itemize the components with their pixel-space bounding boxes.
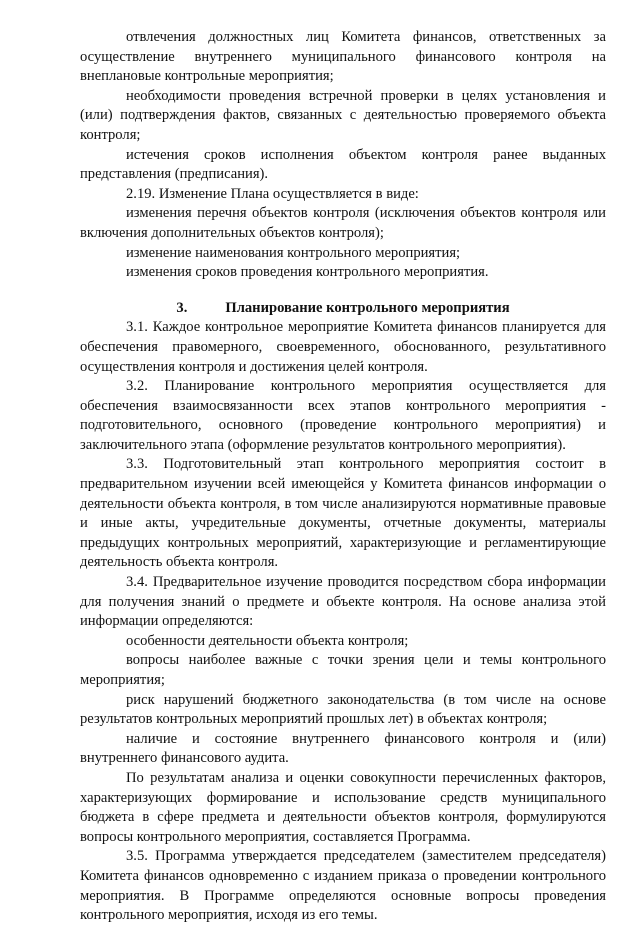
paragraph: истечения сроков исполнения объектом контроля ранее выданных представления (предписания). xyxy=(80,146,606,183)
paragraph: изменение наименования контрольного мероприятия; xyxy=(126,244,461,261)
paragraph: наличие и состояние внутреннего финансового контроля и (или) внутреннего финансового аудита. xyxy=(80,730,606,767)
paragraph: риск нарушений бюджетного законодательства (в том числе на основе результатов контрольных мероприятий прошлых лет) в объектах контроля; xyxy=(80,691,606,728)
section-title: Планирование контрольного мероприятия xyxy=(225,299,510,316)
paragraph: особенности деятельности объекта контроля; xyxy=(126,632,409,649)
paragraph: 2.19. Изменение Плана осуществляется в виде: xyxy=(126,185,419,202)
paragraph: 3.3. Подготовительный этап контрольного мероприятия состоит в предварительном изучении всей имеющейся у Комитета финансов информации о деятельности объекта контроля, в том числе анализируются нормативные правовые и иные акты, учредительные документы, отчетные документы, материалы предыдущих контрольных мероприятий, характеризующие и регламентирующие деятельность объекта контроля. xyxy=(80,456,606,571)
section-number: 3. xyxy=(176,299,188,316)
paragraph: изменения перечня объектов контроля (исключения объектов контроля или включения дополнительных объектов контроля); xyxy=(80,205,606,241)
paragraph: 3.5. Программа утверждается председателем (заместителем председателя) Комитета финансов одновременно с изданием приказа о проведении контрольного мероприятия. В Программе определяются основные вопросы проведения контрольного мероприятия, исходя из его темы. xyxy=(80,848,606,924)
paragraph: необходимости проведения встречной проверки в целях установления и (или) подтверждения фактов, связанных с деятельностью проверяемого объекта контроля; xyxy=(80,87,606,143)
paragraph: По результатам анализа и оценки совокупности перечисленных факторов, характеризующих формирование и использование средств муниципального бюджета в сфере предмета и деятельности объектов контроля, формулируются вопросы контрольного мероприятия, составляется Программа. xyxy=(80,769,606,845)
paragraph: 3.4. Предварительное изучение проводится посредством сбора информации для получения знаний о предмете и объекте контроля. На основе анализа этой информации определяются: xyxy=(80,574,606,630)
paragraph: изменения сроков проведения контрольного мероприятия. xyxy=(126,264,489,281)
paragraph: вопросы наиболее важные с точки зрения цели и темы контрольного мероприятия; xyxy=(80,652,606,688)
section-heading xyxy=(80,299,606,319)
paragraph: 3.2. Планирование контрольного мероприятия осуществляется для обеспечения взаимосвязанности всех этапов контрольного мероприятия - подготовительного, основного (проведение контрольного мероприятия) и заключительного этапа (оформление результатов контрольного мероприятия). xyxy=(80,378,606,453)
section-spacer xyxy=(80,283,606,299)
paragraph: отвлечения должностных лиц Комитета финансов, ответственных за осуществление внутреннего муниципального финансового контроля на внеплановые контрольные мероприятия; xyxy=(80,29,606,85)
paragraph: 3.1. Каждое контрольное мероприятие Комитета финансов планируется для обеспечения правомерного, своевременного, обоснованного, результативного осуществления контроля и достижения целей контроля. xyxy=(80,319,606,375)
